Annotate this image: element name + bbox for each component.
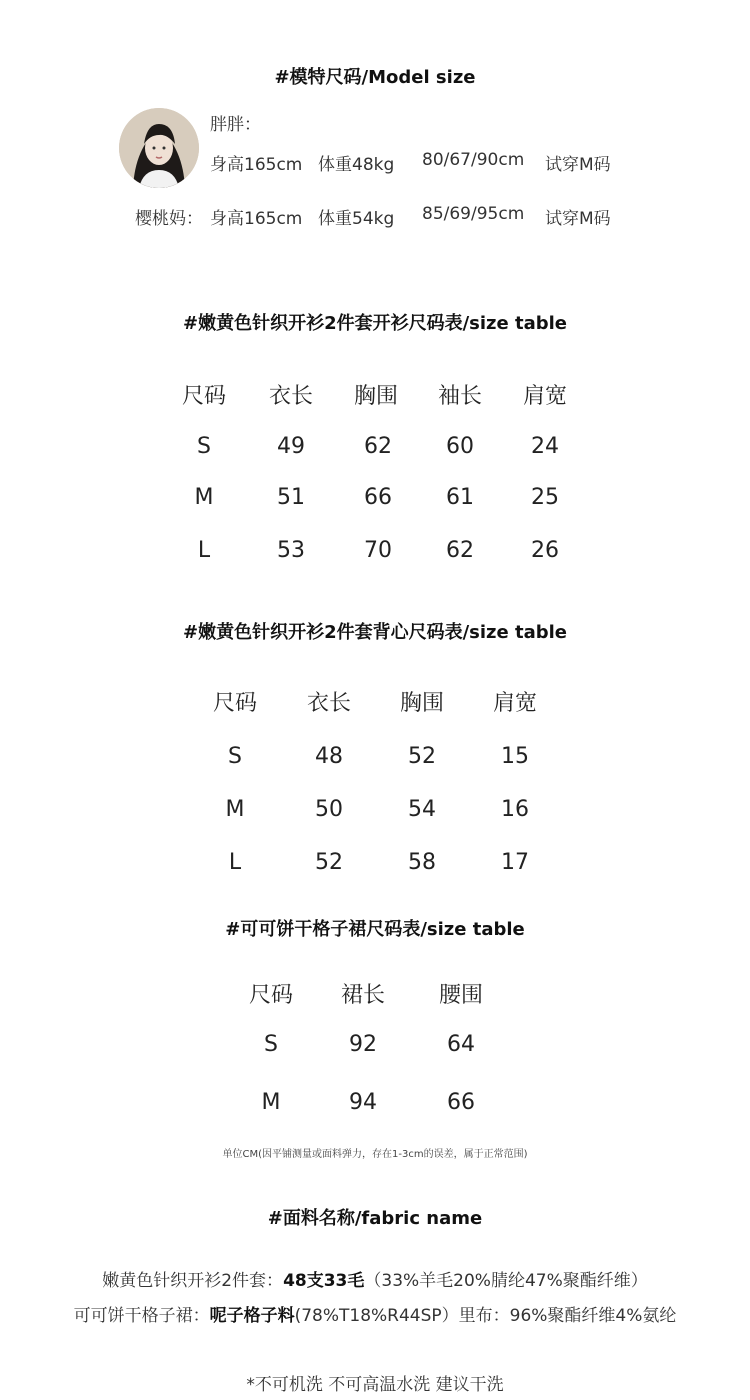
table-cell: L xyxy=(228,850,242,875)
table-cell: 60 xyxy=(446,434,474,459)
table-header-cell: 尺码 xyxy=(212,691,257,716)
care-instructions: *不可机洗 不可高温水洗 建议干洗 xyxy=(246,1375,504,1395)
table-cell: 94 xyxy=(349,1090,377,1115)
model1-height: 身高165cm xyxy=(210,155,303,175)
table-header-cell: 肩宽 xyxy=(522,384,567,409)
table-cell: 52 xyxy=(408,744,436,769)
table-cell: 26 xyxy=(531,538,559,563)
table-cell: 66 xyxy=(447,1090,475,1115)
table-header-cell: 肩宽 xyxy=(492,691,537,716)
fabric-line-cardigan xyxy=(0,1266,750,1291)
model-avatar xyxy=(119,108,199,188)
table-cell: 25 xyxy=(531,485,559,510)
table-cell: 16 xyxy=(501,797,529,822)
fabric-line-skirt-prefix: 可可饼干格子裙： xyxy=(73,1306,210,1326)
model1-measurements: 80/67/90cm xyxy=(422,150,525,170)
measurement-note: 单位CM(因平铺测量或面料弹力，存在1-3cm的误差，属于正常范围) xyxy=(222,1149,528,1160)
fabric-title: #面料名称/fabric name xyxy=(267,1208,483,1229)
skirt-size-table-title: #可可饼干格子裙尺码表/size table xyxy=(225,919,525,940)
model2-measurements: 85/69/95cm xyxy=(422,204,525,224)
table-header-cell: 腰围 xyxy=(438,983,483,1008)
table-header-cell: 袖长 xyxy=(437,384,482,409)
model2-weight: 体重54kg xyxy=(318,209,395,229)
table-header-cell: 衣长 xyxy=(306,691,351,716)
fabric-line-skirt-suffix: (78%T18%R44SP）里布：96%聚酯纤维4%氨纶 xyxy=(294,1306,677,1326)
table-cell: 58 xyxy=(408,850,436,875)
table-cell: 64 xyxy=(447,1032,475,1057)
table-header-cell: 尺码 xyxy=(181,384,226,409)
table-cell: M xyxy=(194,485,214,510)
table-cell: 62 xyxy=(446,538,474,563)
table-cell: 66 xyxy=(364,485,392,510)
model1-name: 胖胖： xyxy=(210,115,261,135)
table-header-cell: 尺码 xyxy=(248,983,293,1008)
table-cell: 49 xyxy=(277,434,305,459)
table-cell: 62 xyxy=(364,434,392,459)
table-cell: 70 xyxy=(364,538,392,563)
table-cell: 53 xyxy=(277,538,305,563)
model2-try-size: 试穿M码 xyxy=(545,209,611,229)
model-size-title: #模特尺码/Model size xyxy=(274,67,476,88)
table-header-cell: 衣长 xyxy=(268,384,313,409)
table-cell: 24 xyxy=(531,434,559,459)
table-cell: M xyxy=(225,797,245,822)
vest-size-table-title: #嫩黄色针织开衫2件套背心尺码表/size table xyxy=(182,622,568,643)
model1-try-size: 试穿M码 xyxy=(545,155,611,175)
table-cell: 50 xyxy=(315,797,343,822)
table-cell: L xyxy=(197,538,211,563)
model-portrait-icon xyxy=(119,108,199,188)
table-cell: 54 xyxy=(408,797,436,822)
table-cell: 15 xyxy=(501,744,529,769)
table-cell: 51 xyxy=(277,485,305,510)
model1-weight: 体重48kg xyxy=(318,155,395,175)
table-header-cell: 胸围 xyxy=(353,384,398,409)
fabric-line-cardigan-suffix: （33%羊毛20%腈纶47%聚酯纤维） xyxy=(364,1271,648,1291)
table-cell: 61 xyxy=(446,485,474,510)
table-cell: S xyxy=(228,744,242,769)
table-cell: S xyxy=(264,1032,278,1057)
fabric-line-skirt-bold: 呢子格子料 xyxy=(209,1306,295,1326)
table-cell: M xyxy=(261,1090,281,1115)
table-cell: 48 xyxy=(315,744,343,769)
cardigan-size-table-title: #嫩黄色针织开衫2件套开衫尺码表/size table xyxy=(182,313,568,334)
table-header-cell: 胸围 xyxy=(399,691,444,716)
table-cell: 17 xyxy=(501,850,529,875)
table-cell: S xyxy=(197,434,211,459)
table-header-cell: 裙长 xyxy=(340,983,385,1008)
table-cell: 92 xyxy=(349,1032,377,1057)
model2-height: 身高165cm xyxy=(210,209,303,229)
fabric-line-skirt xyxy=(0,1301,750,1326)
model2-name: 樱桃妈： xyxy=(135,209,203,229)
table-cell: 52 xyxy=(315,850,343,875)
fabric-line-cardigan-bold: 48支33毛 xyxy=(283,1271,365,1291)
fabric-line-cardigan-prefix: 嫩黄色针织开衫2件套： xyxy=(102,1271,284,1291)
